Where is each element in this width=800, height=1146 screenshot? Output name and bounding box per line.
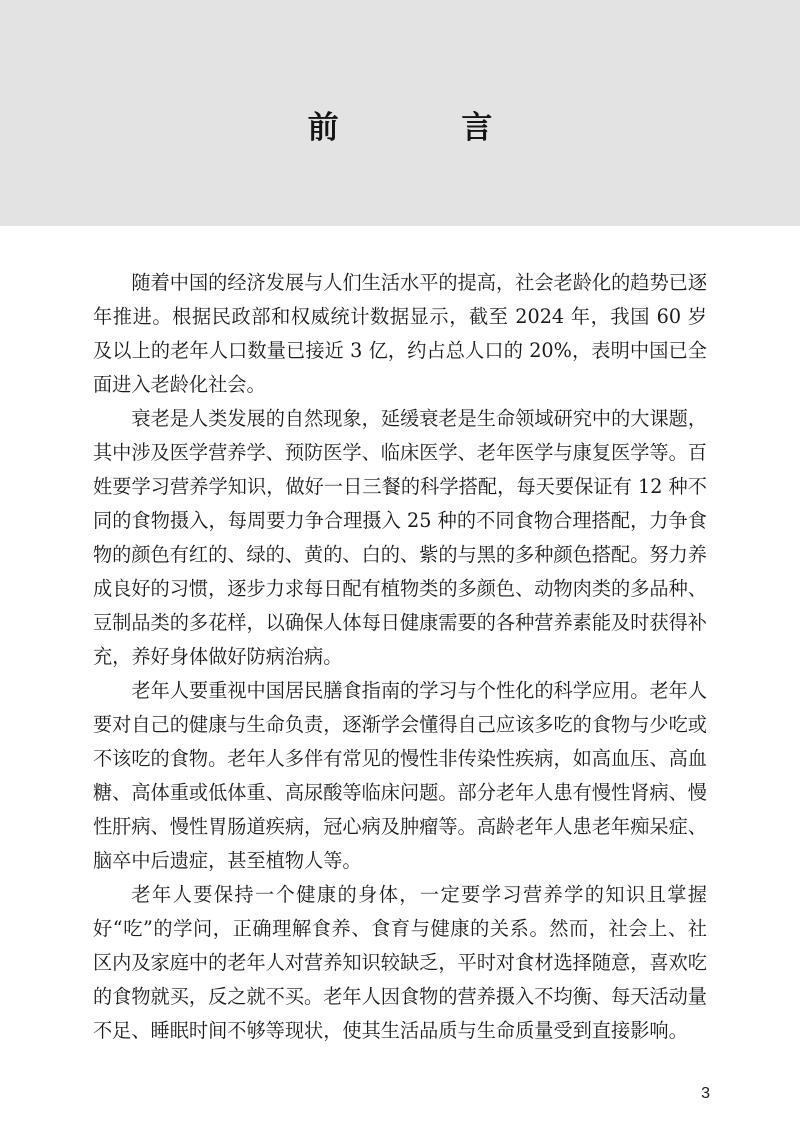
page-title: 前 言 — [307, 110, 549, 146]
paragraph: 随着中国的经济发展与人们生活水平的提高，社会老龄化的趋势已逐年推进。根据民政部和权威统计数据显示，截至 2024 年，我国 60 岁及以上的老年人口数量已接近 3 亿，约占总人口的 20%，表明中国已全面进入老龄化社会。 — [93, 271, 708, 396]
paragraph: 老年人要保持一个健康的身体，一定要学习营养学的知识且掌握好“吃”的学问，正确理解食养、食育与健康的关系。然而，社会上、社区内及家庭中的老年人对营养知识较缺乏，平时对食材选择随意，喜欢吃的食物就买，反之就不买。老年人因食物的营养摄入不均衡、每天活动量不足、睡眠时间不够等现状，使其生活品质与生命质量受到直接影响。 — [93, 883, 707, 1042]
paragraph: 衰老是人类发展的自然现象，延缓衰老是生命领域研究中的大课题，其中涉及医学营养学、预防医学、临床医学、老年医学与康复医学等。百姓要学习营养学知识，做好一日三餐的科学搭配，每天要保证有 12 种不同的食物摄入，每周要力争合理摄入 25 种的不同食物合理搭配，力争食物的颜色有红的、绿的、黄的、白的、紫的与黑的多种颜色搭配。努力养成良好的习惯，逐步力求每日配有植物类的多颜色、动物肉类的多品种、豆制品类的多花样，以确保人体每日健康需要的各种营养素能及时获得补充，养好身体做好防病治病。 — [93, 407, 708, 668]
body-text — [93, 266, 707, 1048]
paragraph: 老年人要重视中国居民膳食指南的学习与个性化的科学应用。老年人要对自己的健康与生命负责，逐渐学会懂得自己应该多吃的食物与少吃或不该吃的食物。老年人多伴有常见的慢性非传染性疾病，如高血压、高血糖、高体重或低体重、高尿酸等临床问题。部分老年人患有慢性肾病、慢性肝病、慢性胃肠道疾病，冠心病及肿瘤等。高龄老年人患老年痴呆症、脑卒中后遗症，甚至植物人等。 — [93, 679, 708, 872]
page-number: 3 — [701, 1085, 710, 1102]
